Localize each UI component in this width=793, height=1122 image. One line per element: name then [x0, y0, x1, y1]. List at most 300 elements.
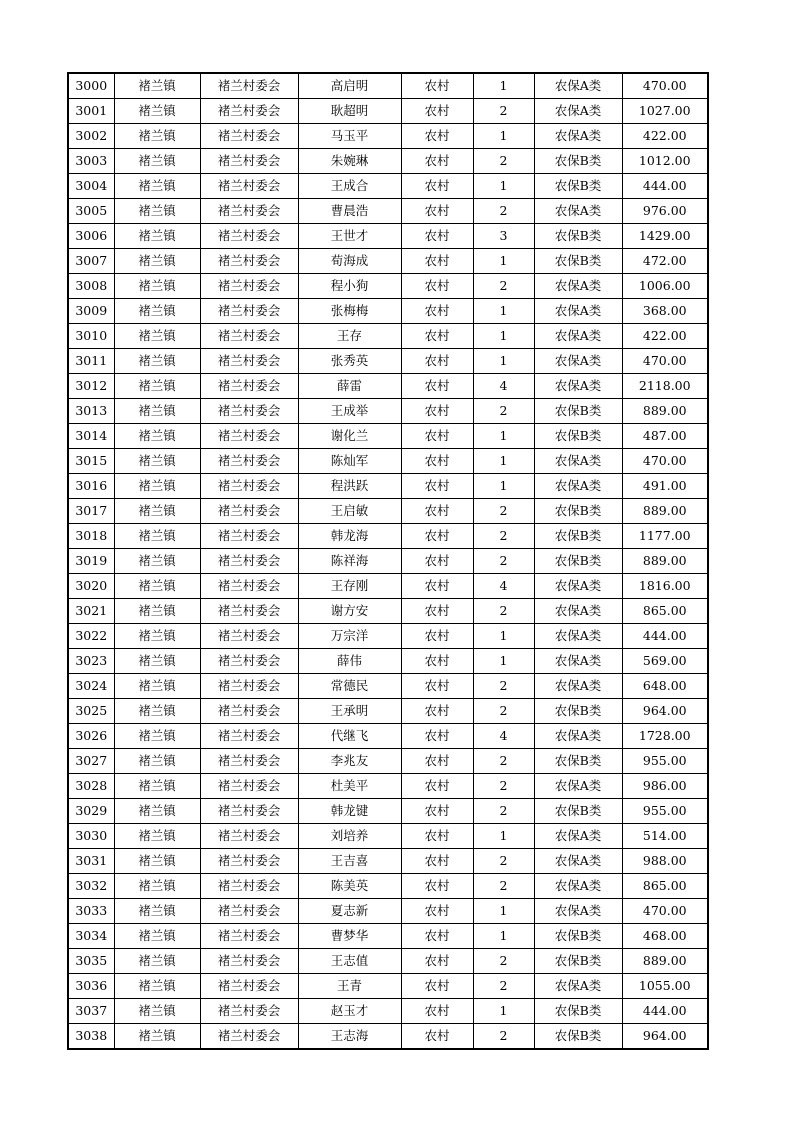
- row-id-cell: 3007: [68, 249, 114, 274]
- category-cell: 农保B类: [534, 749, 622, 774]
- category-cell: 农保A类: [534, 299, 622, 324]
- category-cell: 农保B类: [534, 499, 622, 524]
- name-cell: 陈祥海: [298, 549, 401, 574]
- village-cell: 褚兰村委会: [200, 124, 298, 149]
- name-cell: 万宗洋: [298, 624, 401, 649]
- household-count-cell: 1: [473, 449, 534, 474]
- amount-cell: 2118.00: [622, 374, 708, 399]
- area-cell: 农村: [401, 499, 473, 524]
- row-id-cell: 3025: [68, 699, 114, 724]
- amount-cell: 1027.00: [622, 99, 708, 124]
- row-id-cell: 3027: [68, 749, 114, 774]
- row-id-cell: 3030: [68, 824, 114, 849]
- village-cell: 褚兰村委会: [200, 999, 298, 1024]
- name-cell: 王志值: [298, 949, 401, 974]
- amount-cell: 889.00: [622, 399, 708, 424]
- village-cell: 褚兰村委会: [200, 874, 298, 899]
- table-row: [68, 824, 708, 849]
- area-cell: 农村: [401, 749, 473, 774]
- table-row: [68, 799, 708, 824]
- area-cell: 农村: [401, 174, 473, 199]
- area-cell: 农村: [401, 949, 473, 974]
- name-cell: 曹晨浩: [298, 199, 401, 224]
- row-id-cell: 3022: [68, 624, 114, 649]
- village-cell: 褚兰村委会: [200, 549, 298, 574]
- amount-cell: 472.00: [622, 249, 708, 274]
- row-id-cell: 3011: [68, 349, 114, 374]
- town-cell: 褚兰镇: [114, 824, 200, 849]
- town-cell: 褚兰镇: [114, 1024, 200, 1050]
- row-id-cell: 3000: [68, 73, 114, 99]
- area-cell: 农村: [401, 574, 473, 599]
- name-cell: 王志海: [298, 1024, 401, 1050]
- category-cell: 农保A类: [534, 624, 622, 649]
- table-row: [68, 324, 708, 349]
- category-cell: 农保A类: [534, 474, 622, 499]
- amount-cell: 470.00: [622, 899, 708, 924]
- name-cell: 朱婉琳: [298, 149, 401, 174]
- amount-cell: 444.00: [622, 999, 708, 1024]
- table-row: [68, 449, 708, 474]
- amount-cell: 470.00: [622, 349, 708, 374]
- name-cell: 刘培养: [298, 824, 401, 849]
- category-cell: 农保A类: [534, 849, 622, 874]
- household-count-cell: 1: [473, 899, 534, 924]
- area-cell: 农村: [401, 649, 473, 674]
- row-id-cell: 3001: [68, 99, 114, 124]
- category-cell: 农保A类: [534, 899, 622, 924]
- amount-cell: 964.00: [622, 1024, 708, 1050]
- town-cell: 褚兰镇: [114, 899, 200, 924]
- name-cell: 王存: [298, 324, 401, 349]
- category-cell: 农保A类: [534, 599, 622, 624]
- row-id-cell: 3004: [68, 174, 114, 199]
- village-cell: 褚兰村委会: [200, 599, 298, 624]
- category-cell: 农保A类: [534, 449, 622, 474]
- area-cell: 农村: [401, 524, 473, 549]
- amount-cell: 1728.00: [622, 724, 708, 749]
- household-count-cell: 2: [473, 524, 534, 549]
- area-cell: 农村: [401, 824, 473, 849]
- category-cell: 农保B类: [534, 524, 622, 549]
- village-cell: 褚兰村委会: [200, 824, 298, 849]
- row-id-cell: 3018: [68, 524, 114, 549]
- village-cell: 褚兰村委会: [200, 649, 298, 674]
- area-cell: 农村: [401, 774, 473, 799]
- area-cell: 农村: [401, 974, 473, 999]
- town-cell: 褚兰镇: [114, 774, 200, 799]
- household-count-cell: 1: [473, 349, 534, 374]
- village-cell: 褚兰村委会: [200, 899, 298, 924]
- town-cell: 褚兰镇: [114, 424, 200, 449]
- village-cell: 褚兰村委会: [200, 424, 298, 449]
- amount-cell: 514.00: [622, 824, 708, 849]
- amount-cell: 889.00: [622, 499, 708, 524]
- village-cell: 褚兰村委会: [200, 524, 298, 549]
- row-id-cell: 3003: [68, 149, 114, 174]
- category-cell: 农保B类: [534, 424, 622, 449]
- town-cell: 褚兰镇: [114, 374, 200, 399]
- town-cell: 褚兰镇: [114, 524, 200, 549]
- area-cell: 农村: [401, 399, 473, 424]
- name-cell: 程洪跃: [298, 474, 401, 499]
- household-count-cell: 2: [473, 149, 534, 174]
- name-cell: 杜美平: [298, 774, 401, 799]
- name-cell: 薛伟: [298, 649, 401, 674]
- table-row: [68, 774, 708, 799]
- area-cell: 农村: [401, 324, 473, 349]
- row-id-cell: 3021: [68, 599, 114, 624]
- amount-cell: 470.00: [622, 449, 708, 474]
- table-row: [68, 724, 708, 749]
- table-row: [68, 374, 708, 399]
- amount-cell: 569.00: [622, 649, 708, 674]
- amount-cell: 444.00: [622, 624, 708, 649]
- row-id-cell: 3029: [68, 799, 114, 824]
- table-row: [68, 624, 708, 649]
- town-cell: 褚兰镇: [114, 949, 200, 974]
- area-cell: 农村: [401, 874, 473, 899]
- town-cell: 褚兰镇: [114, 199, 200, 224]
- amount-cell: 470.00: [622, 73, 708, 99]
- category-cell: 农保A类: [534, 724, 622, 749]
- household-count-cell: 1: [473, 924, 534, 949]
- name-cell: 荀海成: [298, 249, 401, 274]
- town-cell: 褚兰镇: [114, 999, 200, 1024]
- amount-cell: 444.00: [622, 174, 708, 199]
- town-cell: 褚兰镇: [114, 73, 200, 99]
- village-cell: 褚兰村委会: [200, 949, 298, 974]
- table-row: [68, 349, 708, 374]
- area-cell: 农村: [401, 349, 473, 374]
- row-id-cell: 3023: [68, 649, 114, 674]
- town-cell: 褚兰镇: [114, 924, 200, 949]
- area-cell: 农村: [401, 599, 473, 624]
- household-count-cell: 2: [473, 499, 534, 524]
- village-cell: 褚兰村委会: [200, 749, 298, 774]
- table-row: [68, 999, 708, 1024]
- category-cell: 农保B类: [534, 149, 622, 174]
- town-cell: 褚兰镇: [114, 574, 200, 599]
- household-count-cell: 2: [473, 849, 534, 874]
- row-id-cell: 3026: [68, 724, 114, 749]
- area-cell: 农村: [401, 199, 473, 224]
- name-cell: 王青: [298, 974, 401, 999]
- name-cell: 王世才: [298, 224, 401, 249]
- table-row: [68, 424, 708, 449]
- row-id-cell: 3014: [68, 424, 114, 449]
- household-count-cell: 1: [473, 999, 534, 1024]
- row-id-cell: 3038: [68, 1024, 114, 1050]
- row-id-cell: 3016: [68, 474, 114, 499]
- village-cell: 褚兰村委会: [200, 799, 298, 824]
- town-cell: 褚兰镇: [114, 674, 200, 699]
- category-cell: 农保A类: [534, 324, 622, 349]
- table-row: [68, 749, 708, 774]
- table-row: [68, 224, 708, 249]
- data-table: [67, 72, 709, 1050]
- table-row: [68, 974, 708, 999]
- area-cell: 农村: [401, 1024, 473, 1050]
- category-cell: 农保A类: [534, 874, 622, 899]
- area-cell: 农村: [401, 99, 473, 124]
- area-cell: 农村: [401, 73, 473, 99]
- town-cell: 褚兰镇: [114, 549, 200, 574]
- household-count-cell: 2: [473, 674, 534, 699]
- row-id-cell: 3034: [68, 924, 114, 949]
- category-cell: 农保A类: [534, 374, 622, 399]
- name-cell: 夏志新: [298, 899, 401, 924]
- amount-cell: 368.00: [622, 299, 708, 324]
- category-cell: 农保A类: [534, 649, 622, 674]
- area-cell: 农村: [401, 274, 473, 299]
- household-count-cell: 1: [473, 624, 534, 649]
- name-cell: 耿超明: [298, 99, 401, 124]
- table-row: [68, 474, 708, 499]
- row-id-cell: 3020: [68, 574, 114, 599]
- row-id-cell: 3012: [68, 374, 114, 399]
- amount-cell: 865.00: [622, 874, 708, 899]
- category-cell: 农保A类: [534, 574, 622, 599]
- village-cell: 褚兰村委会: [200, 574, 298, 599]
- area-cell: 农村: [401, 699, 473, 724]
- amount-cell: 976.00: [622, 199, 708, 224]
- table-row: [68, 274, 708, 299]
- area-cell: 农村: [401, 899, 473, 924]
- town-cell: 褚兰镇: [114, 749, 200, 774]
- row-id-cell: 3036: [68, 974, 114, 999]
- row-id-cell: 3019: [68, 549, 114, 574]
- category-cell: 农保A类: [534, 774, 622, 799]
- household-count-cell: 1: [473, 73, 534, 99]
- name-cell: 高启明: [298, 73, 401, 99]
- category-cell: 农保B类: [534, 224, 622, 249]
- row-id-cell: 3031: [68, 849, 114, 874]
- area-cell: 农村: [401, 149, 473, 174]
- area-cell: 农村: [401, 424, 473, 449]
- household-count-cell: 2: [473, 399, 534, 424]
- village-cell: 褚兰村委会: [200, 674, 298, 699]
- household-count-cell: 2: [473, 599, 534, 624]
- village-cell: 褚兰村委会: [200, 224, 298, 249]
- table-row: [68, 874, 708, 899]
- town-cell: 褚兰镇: [114, 174, 200, 199]
- name-cell: 张秀英: [298, 349, 401, 374]
- household-count-cell: 2: [473, 1024, 534, 1050]
- household-count-cell: 2: [473, 274, 534, 299]
- village-cell: 褚兰村委会: [200, 99, 298, 124]
- household-count-cell: 2: [473, 799, 534, 824]
- category-cell: 农保B类: [534, 174, 622, 199]
- household-count-cell: 1: [473, 424, 534, 449]
- table-row: [68, 399, 708, 424]
- name-cell: 赵玉才: [298, 999, 401, 1024]
- household-count-cell: 4: [473, 724, 534, 749]
- amount-cell: 491.00: [622, 474, 708, 499]
- table-row: [68, 1024, 708, 1050]
- village-cell: 褚兰村委会: [200, 849, 298, 874]
- category-cell: 农保B类: [534, 399, 622, 424]
- household-count-cell: 4: [473, 374, 534, 399]
- name-cell: 程小狗: [298, 274, 401, 299]
- amount-cell: 648.00: [622, 674, 708, 699]
- category-cell: 农保B类: [534, 799, 622, 824]
- village-cell: 褚兰村委会: [200, 349, 298, 374]
- town-cell: 褚兰镇: [114, 624, 200, 649]
- village-cell: 褚兰村委会: [200, 724, 298, 749]
- table-row: [68, 524, 708, 549]
- town-cell: 褚兰镇: [114, 224, 200, 249]
- area-cell: 农村: [401, 849, 473, 874]
- row-id-cell: 3028: [68, 774, 114, 799]
- amount-cell: 865.00: [622, 599, 708, 624]
- name-cell: 代继飞: [298, 724, 401, 749]
- household-count-cell: 2: [473, 974, 534, 999]
- name-cell: 陈灿军: [298, 449, 401, 474]
- village-cell: 褚兰村委会: [200, 699, 298, 724]
- village-cell: 褚兰村委会: [200, 73, 298, 99]
- area-cell: 农村: [401, 374, 473, 399]
- table-row: [68, 73, 708, 99]
- name-cell: 张梅梅: [298, 299, 401, 324]
- table-row: [68, 899, 708, 924]
- category-cell: 农保B类: [534, 249, 622, 274]
- village-cell: 褚兰村委会: [200, 174, 298, 199]
- row-id-cell: 3010: [68, 324, 114, 349]
- row-id-cell: 3013: [68, 399, 114, 424]
- category-cell: 农保A类: [534, 674, 622, 699]
- village-cell: 褚兰村委会: [200, 449, 298, 474]
- household-count-cell: 1: [473, 249, 534, 274]
- town-cell: 褚兰镇: [114, 349, 200, 374]
- category-cell: 农保A类: [534, 199, 622, 224]
- amount-cell: 1816.00: [622, 574, 708, 599]
- table-row: [68, 674, 708, 699]
- household-count-cell: 2: [473, 774, 534, 799]
- name-cell: 曹梦华: [298, 924, 401, 949]
- household-count-cell: 2: [473, 874, 534, 899]
- table-row: [68, 174, 708, 199]
- area-cell: 农村: [401, 624, 473, 649]
- town-cell: 褚兰镇: [114, 599, 200, 624]
- table-row: [68, 924, 708, 949]
- amount-cell: 1055.00: [622, 974, 708, 999]
- row-id-cell: 3006: [68, 224, 114, 249]
- town-cell: 褚兰镇: [114, 99, 200, 124]
- town-cell: 褚兰镇: [114, 649, 200, 674]
- town-cell: 褚兰镇: [114, 499, 200, 524]
- amount-cell: 1006.00: [622, 274, 708, 299]
- amount-cell: 422.00: [622, 124, 708, 149]
- table-row: [68, 849, 708, 874]
- town-cell: 褚兰镇: [114, 299, 200, 324]
- category-cell: 农保B类: [534, 949, 622, 974]
- amount-cell: 889.00: [622, 549, 708, 574]
- name-cell: 薛雷: [298, 374, 401, 399]
- town-cell: 褚兰镇: [114, 399, 200, 424]
- row-id-cell: 3033: [68, 899, 114, 924]
- table-row: [68, 499, 708, 524]
- town-cell: 褚兰镇: [114, 474, 200, 499]
- amount-cell: 955.00: [622, 799, 708, 824]
- row-id-cell: 3032: [68, 874, 114, 899]
- village-cell: 褚兰村委会: [200, 274, 298, 299]
- category-cell: 农保B类: [534, 999, 622, 1024]
- row-id-cell: 3005: [68, 199, 114, 224]
- table-row: [68, 149, 708, 174]
- name-cell: 韩龙海: [298, 524, 401, 549]
- village-cell: 褚兰村委会: [200, 624, 298, 649]
- name-cell: 谢化兰: [298, 424, 401, 449]
- table-row: [68, 549, 708, 574]
- name-cell: 王成合: [298, 174, 401, 199]
- table-row: [68, 249, 708, 274]
- table-row: [68, 124, 708, 149]
- area-cell: 农村: [401, 249, 473, 274]
- row-id-cell: 3024: [68, 674, 114, 699]
- area-cell: 农村: [401, 474, 473, 499]
- village-cell: 褚兰村委会: [200, 1024, 298, 1050]
- category-cell: 农保A类: [534, 99, 622, 124]
- household-count-cell: 2: [473, 699, 534, 724]
- area-cell: 农村: [401, 999, 473, 1024]
- table-row: [68, 699, 708, 724]
- household-count-cell: 1: [473, 474, 534, 499]
- category-cell: 农保A类: [534, 124, 622, 149]
- area-cell: 农村: [401, 924, 473, 949]
- household-count-cell: 2: [473, 199, 534, 224]
- area-cell: 农村: [401, 724, 473, 749]
- row-id-cell: 3002: [68, 124, 114, 149]
- area-cell: 农村: [401, 549, 473, 574]
- table-row: [68, 199, 708, 224]
- household-count-cell: 1: [473, 124, 534, 149]
- town-cell: 褚兰镇: [114, 974, 200, 999]
- name-cell: 常德民: [298, 674, 401, 699]
- row-id-cell: 3009: [68, 299, 114, 324]
- row-id-cell: 3017: [68, 499, 114, 524]
- category-cell: 农保B类: [534, 699, 622, 724]
- household-count-cell: 4: [473, 574, 534, 599]
- category-cell: 农保B类: [534, 1024, 622, 1050]
- household-count-cell: 2: [473, 99, 534, 124]
- area-cell: 农村: [401, 674, 473, 699]
- area-cell: 农村: [401, 799, 473, 824]
- category-cell: 农保A类: [534, 349, 622, 374]
- household-count-cell: 2: [473, 749, 534, 774]
- village-cell: 褚兰村委会: [200, 924, 298, 949]
- name-cell: 王吉喜: [298, 849, 401, 874]
- row-id-cell: 3037: [68, 999, 114, 1024]
- amount-cell: 422.00: [622, 324, 708, 349]
- town-cell: 褚兰镇: [114, 799, 200, 824]
- village-cell: 褚兰村委会: [200, 499, 298, 524]
- household-count-cell: 1: [473, 649, 534, 674]
- amount-cell: 955.00: [622, 749, 708, 774]
- town-cell: 褚兰镇: [114, 699, 200, 724]
- name-cell: 陈美英: [298, 874, 401, 899]
- amount-cell: 889.00: [622, 949, 708, 974]
- name-cell: 王成举: [298, 399, 401, 424]
- village-cell: 褚兰村委会: [200, 149, 298, 174]
- category-cell: 农保A类: [534, 824, 622, 849]
- category-cell: 农保A类: [534, 974, 622, 999]
- category-cell: 农保B类: [534, 924, 622, 949]
- village-cell: 褚兰村委会: [200, 324, 298, 349]
- table-row: [68, 99, 708, 124]
- row-id-cell: 3008: [68, 274, 114, 299]
- area-cell: 农村: [401, 449, 473, 474]
